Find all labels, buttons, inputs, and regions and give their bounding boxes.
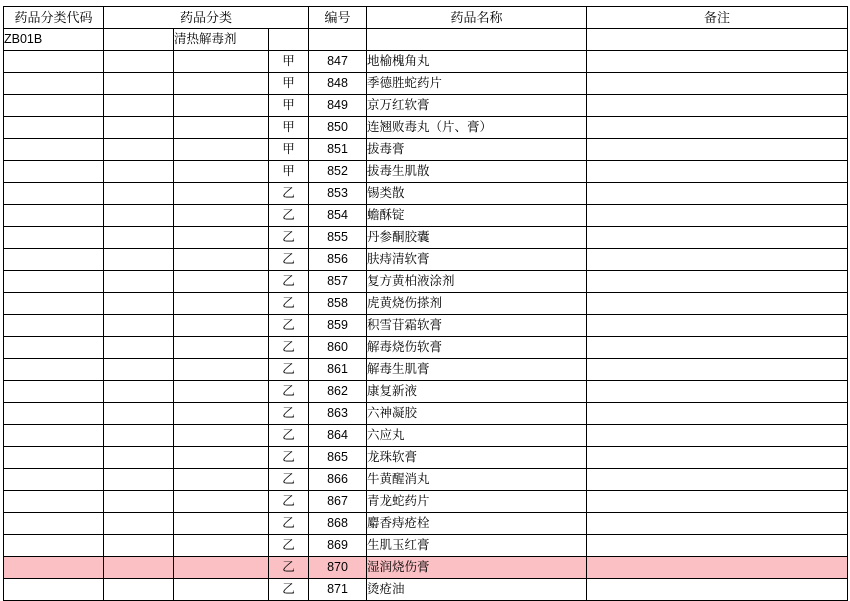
cell-cat3: 乙 — [269, 447, 309, 469]
header-name: 药品名称 — [367, 7, 587, 29]
cell-remark — [587, 315, 848, 337]
cell-remark — [587, 95, 848, 117]
cell-remark — [587, 579, 848, 601]
cell-remark — [587, 271, 848, 293]
cell-number: 869 — [309, 535, 367, 557]
cell-name: 丹参酮胶囊 — [367, 227, 587, 249]
cell-cat2 — [174, 293, 269, 315]
cell-code — [4, 51, 104, 73]
cell-name: 积雪苷霜软膏 — [367, 315, 587, 337]
cell-number: 860 — [309, 337, 367, 359]
cell-code — [4, 403, 104, 425]
table-row — [4, 315, 848, 337]
table-row — [4, 579, 848, 601]
cell-cat2 — [174, 73, 269, 95]
cell-remark — [587, 161, 848, 183]
cell-cat2 — [174, 139, 269, 161]
table-row — [4, 337, 848, 359]
cell-name: 肤痔清软膏 — [367, 249, 587, 271]
cell-cat3: 乙 — [269, 249, 309, 271]
cell-code — [4, 271, 104, 293]
cell-cat3: 甲 — [269, 161, 309, 183]
cell-cat1 — [104, 73, 174, 95]
cell-cat1 — [104, 403, 174, 425]
cell-cat2 — [174, 95, 269, 117]
cell-cat3: 乙 — [269, 381, 309, 403]
cell-name — [367, 29, 587, 51]
cell-name: 解毒生肌膏 — [367, 359, 587, 381]
cell-number: 852 — [309, 161, 367, 183]
cell-number: 859 — [309, 315, 367, 337]
cell-code — [4, 139, 104, 161]
cell-name: 六神凝胶 — [367, 403, 587, 425]
table-row — [4, 51, 848, 73]
cell-cat1 — [104, 315, 174, 337]
header-category: 药品分类 — [104, 7, 309, 29]
header-remark: 备注 — [587, 7, 848, 29]
cell-code — [4, 227, 104, 249]
cell-cat2 — [174, 205, 269, 227]
cell-cat3: 乙 — [269, 227, 309, 249]
cell-cat2 — [174, 425, 269, 447]
cell-cat2 — [174, 579, 269, 601]
cell-number — [309, 29, 367, 51]
cell-name: 生肌玉红膏 — [367, 535, 587, 557]
cell-remark — [587, 469, 848, 491]
cell-code — [4, 73, 104, 95]
table-row — [4, 381, 848, 403]
cell-cat3: 乙 — [269, 293, 309, 315]
cell-number: 868 — [309, 513, 367, 535]
cell-code — [4, 535, 104, 557]
cell-code — [4, 469, 104, 491]
table-header — [4, 7, 848, 29]
cell-cat3: 乙 — [269, 315, 309, 337]
cell-remark — [587, 535, 848, 557]
cell-cat2 — [174, 557, 269, 579]
cell-cat1 — [104, 359, 174, 381]
cell-cat1 — [104, 557, 174, 579]
cell-code — [4, 447, 104, 469]
cell-code — [4, 249, 104, 271]
cell-cat3: 甲 — [269, 117, 309, 139]
cell-name: 连翘败毒丸（片、膏） — [367, 117, 587, 139]
cell-cat2 — [174, 227, 269, 249]
table-row — [4, 491, 848, 513]
cell-cat2 — [174, 249, 269, 271]
cell-cat3: 乙 — [269, 271, 309, 293]
cell-cat2 — [174, 491, 269, 513]
cell-number: 863 — [309, 403, 367, 425]
cell-remark — [587, 227, 848, 249]
document-page — [0, 6, 850, 596]
cell-name: 龙珠软膏 — [367, 447, 587, 469]
cell-code — [4, 359, 104, 381]
cell-cat3: 乙 — [269, 205, 309, 227]
cell-name: 湿润烧伤膏 — [367, 557, 587, 579]
cell-code — [4, 337, 104, 359]
cell-code — [4, 183, 104, 205]
cell-cat2 — [174, 183, 269, 205]
cell-cat3: 乙 — [269, 535, 309, 557]
cell-cat1 — [104, 425, 174, 447]
cell-remark — [587, 117, 848, 139]
cell-remark — [587, 491, 848, 513]
cell-cat1 — [104, 29, 174, 51]
table-row — [4, 227, 848, 249]
cell-code — [4, 381, 104, 403]
cell-code — [4, 513, 104, 535]
table-row — [4, 469, 848, 491]
cell-name: 烫疮油 — [367, 579, 587, 601]
cell-cat1 — [104, 337, 174, 359]
cell-cat3: 乙 — [269, 579, 309, 601]
cell-name: 季德胜蛇药片 — [367, 73, 587, 95]
cell-cat1 — [104, 249, 174, 271]
table-row — [4, 513, 848, 535]
cell-cat2 — [174, 535, 269, 557]
table-row — [4, 425, 848, 447]
cell-number: 871 — [309, 579, 367, 601]
cell-name: 解毒烧伤软膏 — [367, 337, 587, 359]
cell-cat1 — [104, 117, 174, 139]
table-row — [4, 249, 848, 271]
cell-number: 870 — [309, 557, 367, 579]
cell-number: 851 — [309, 139, 367, 161]
cell-cat3: 乙 — [269, 403, 309, 425]
cell-remark — [587, 403, 848, 425]
cell-number: 867 — [309, 491, 367, 513]
cell-cat2 — [174, 271, 269, 293]
cell-number: 861 — [309, 359, 367, 381]
cell-remark — [587, 293, 848, 315]
cell-number: 850 — [309, 117, 367, 139]
cell-cat3: 乙 — [269, 183, 309, 205]
cell-cat1 — [104, 491, 174, 513]
cell-remark — [587, 557, 848, 579]
table-row — [4, 95, 848, 117]
cell-cat1 — [104, 293, 174, 315]
cell-name: 拔毒膏 — [367, 139, 587, 161]
cell-number: 854 — [309, 205, 367, 227]
cell-cat2 — [174, 513, 269, 535]
cell-number: 862 — [309, 381, 367, 403]
cell-code — [4, 161, 104, 183]
table-row — [4, 447, 848, 469]
cell-code — [4, 205, 104, 227]
cell-cat1 — [104, 205, 174, 227]
cell-remark — [587, 51, 848, 73]
cell-cat2 — [174, 359, 269, 381]
cell-remark — [587, 73, 848, 95]
cell-remark — [587, 513, 848, 535]
cell-cat1 — [104, 469, 174, 491]
drug-catalog-table — [3, 6, 848, 601]
header-number: 编号 — [309, 7, 367, 29]
cell-name: 京万红软膏 — [367, 95, 587, 117]
cell-cat1 — [104, 513, 174, 535]
cell-cat1 — [104, 95, 174, 117]
table-row — [4, 73, 848, 95]
cell-remark — [587, 249, 848, 271]
cell-cat2 — [174, 51, 269, 73]
table-row — [4, 557, 848, 579]
cell-number: 847 — [309, 51, 367, 73]
cell-cat3: 甲 — [269, 95, 309, 117]
cell-cat3: 乙 — [269, 469, 309, 491]
cell-cat2 — [174, 117, 269, 139]
table-row — [4, 293, 848, 315]
cell-remark — [587, 425, 848, 447]
cell-remark — [587, 205, 848, 227]
cell-code — [4, 425, 104, 447]
cell-cat2 — [174, 403, 269, 425]
cell-number: 858 — [309, 293, 367, 315]
cell-cat3: 甲 — [269, 139, 309, 161]
cell-code — [4, 293, 104, 315]
cell-cat3: 乙 — [269, 513, 309, 535]
cell-number: 848 — [309, 73, 367, 95]
table-row — [4, 205, 848, 227]
header-row — [4, 7, 848, 29]
cell-cat2 — [174, 447, 269, 469]
cell-number: 856 — [309, 249, 367, 271]
cell-name: 拔毒生肌散 — [367, 161, 587, 183]
header-code: 药品分类代码 — [4, 7, 104, 29]
cell-cat1 — [104, 447, 174, 469]
table-row — [4, 403, 848, 425]
cell-cat2 — [174, 381, 269, 403]
cell-number: 855 — [309, 227, 367, 249]
cell-cat3 — [269, 29, 309, 51]
cell-cat1 — [104, 161, 174, 183]
cell-remark — [587, 29, 848, 51]
cell-number: 864 — [309, 425, 367, 447]
cell-cat1 — [104, 271, 174, 293]
cell-remark — [587, 447, 848, 469]
table-row — [4, 271, 848, 293]
cell-cat3: 乙 — [269, 337, 309, 359]
cell-remark — [587, 139, 848, 161]
table-row — [4, 117, 848, 139]
cell-cat3: 乙 — [269, 557, 309, 579]
cell-name: 牛黄醒消丸 — [367, 469, 587, 491]
cell-name: 康复新液 — [367, 381, 587, 403]
cell-cat3: 甲 — [269, 73, 309, 95]
cell-number: 865 — [309, 447, 367, 469]
cell-remark — [587, 381, 848, 403]
cell-name: 青龙蛇药片 — [367, 491, 587, 513]
cell-cat2 — [174, 161, 269, 183]
cell-name: 虎黄烧伤搽剂 — [367, 293, 587, 315]
cell-cat1 — [104, 183, 174, 205]
table-row — [4, 183, 848, 205]
cell-number: 866 — [309, 469, 367, 491]
cell-cat2 — [174, 315, 269, 337]
cell-cat3: 甲 — [269, 51, 309, 73]
table-row — [4, 535, 848, 557]
cell-cat1 — [104, 51, 174, 73]
table-row — [4, 359, 848, 381]
cell-cat3: 乙 — [269, 425, 309, 447]
cell-code — [4, 117, 104, 139]
cell-remark — [587, 183, 848, 205]
cell-number: 853 — [309, 183, 367, 205]
cell-code — [4, 491, 104, 513]
cell-cat2: 清热解毒剂 — [174, 29, 269, 51]
cell-name: 麝香痔疮栓 — [367, 513, 587, 535]
cell-name: 锡类散 — [367, 183, 587, 205]
cell-code — [4, 315, 104, 337]
cell-code: ZB01B — [4, 29, 104, 51]
category-row — [4, 29, 848, 51]
cell-name: 蟾酥锭 — [367, 205, 587, 227]
cell-cat3: 乙 — [269, 491, 309, 513]
table-body — [4, 29, 848, 601]
cell-cat1 — [104, 227, 174, 249]
cell-remark — [587, 337, 848, 359]
cell-name: 复方黄柏液涂剂 — [367, 271, 587, 293]
cell-number: 857 — [309, 271, 367, 293]
cell-cat1 — [104, 535, 174, 557]
cell-cat1 — [104, 579, 174, 601]
table-row — [4, 161, 848, 183]
cell-cat3: 乙 — [269, 359, 309, 381]
table-row — [4, 139, 848, 161]
cell-cat2 — [174, 469, 269, 491]
cell-code — [4, 557, 104, 579]
cell-code — [4, 95, 104, 117]
cell-number: 849 — [309, 95, 367, 117]
cell-cat1 — [104, 381, 174, 403]
cell-cat2 — [174, 337, 269, 359]
cell-name: 地榆槐角丸 — [367, 51, 587, 73]
cell-name: 六应丸 — [367, 425, 587, 447]
cell-cat1 — [104, 139, 174, 161]
cell-remark — [587, 359, 848, 381]
cell-code — [4, 579, 104, 601]
